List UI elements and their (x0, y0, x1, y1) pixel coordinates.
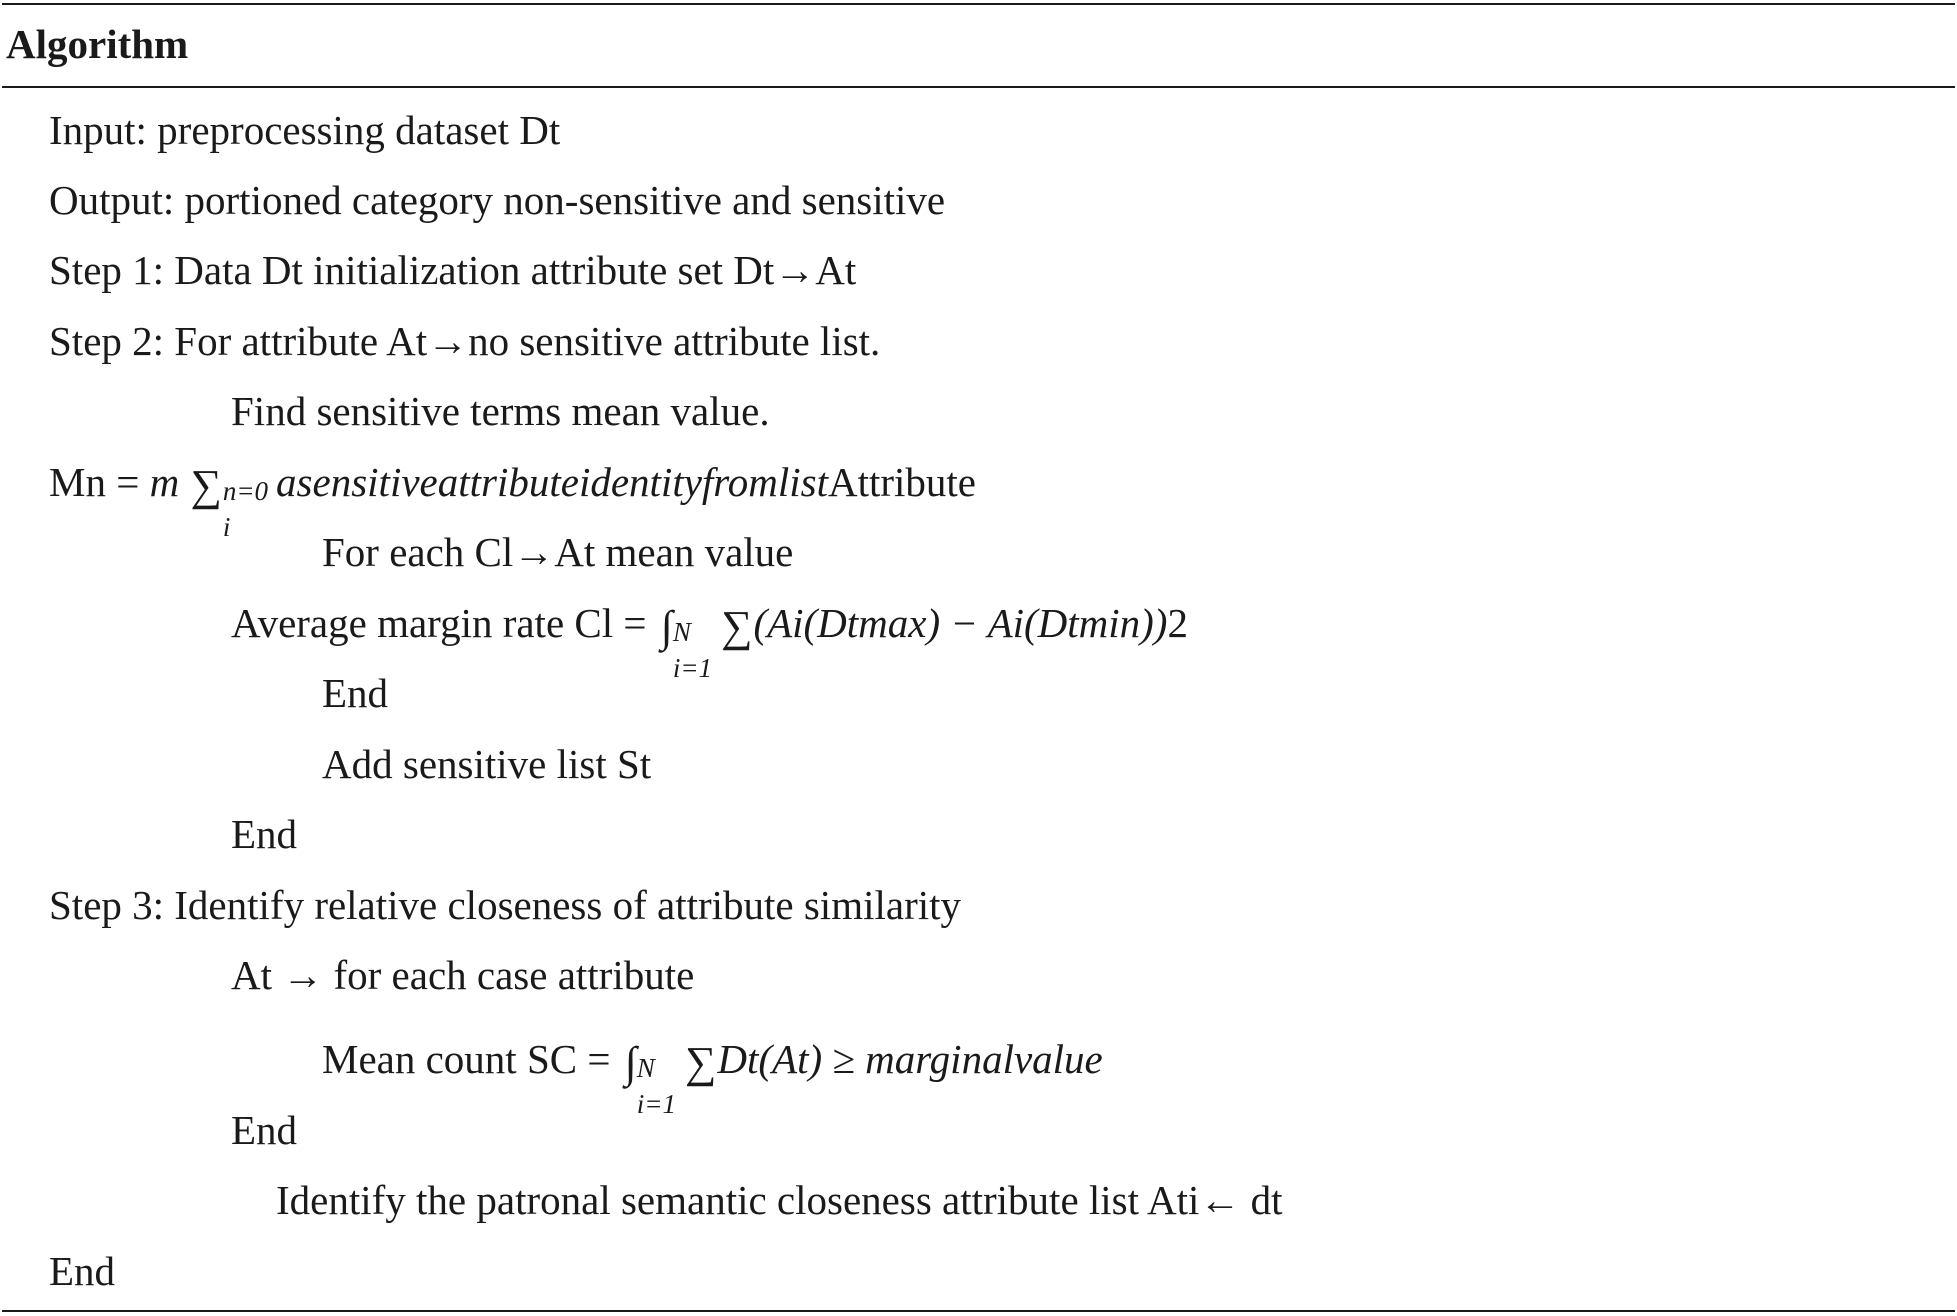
sum-upper-limit: n=0 (222, 476, 269, 506)
sc-lhs: Mean count SC = (322, 1036, 621, 1082)
integral-symbol: ∫ (624, 1038, 637, 1087)
mn-formula-line (49, 458, 976, 542)
end-line-2: End (231, 811, 298, 857)
mn-tail: Attribute (827, 459, 976, 505)
sc-formula-line (322, 1035, 1103, 1119)
step3-line: Step 3: Identify relative closeness of attribute similarity (49, 882, 962, 928)
step2-line: Step 2: For attribute At→no sensitive attribute list. (49, 318, 881, 364)
mn-coef: m (149, 459, 180, 505)
header-rule (2, 86, 1955, 88)
sum-symbol: ∑ (685, 1038, 717, 1087)
end-line-1: End (322, 670, 389, 716)
integral-upper-limit: N (636, 1053, 655, 1083)
integral-lower-limit: i=1 (636, 1089, 677, 1119)
avg-body: (Ai(Dtmax) − Ai(Dtmin)) (753, 600, 1168, 646)
output-line: Output: portioned category non-sensitive and sensitive (49, 177, 946, 223)
algorithm-heading: Algorithm (6, 21, 189, 67)
integral-lower-limit: i=1 (672, 653, 713, 683)
top-rule (2, 3, 1955, 5)
add-sensitive-list-line: Add sensitive list St (322, 741, 652, 787)
find-mean-line: Find sensitive terms mean value. (231, 388, 770, 434)
step1-line: Step 1: Data Dt initialization attribute set Dt→At (49, 247, 857, 293)
end-line-3: End (231, 1107, 298, 1153)
for-each-cl-line: For each Cl→At mean value (322, 529, 794, 575)
sc-body: Dt(At) ≥ marginalvalue (717, 1036, 1103, 1082)
avg-formula-line (231, 599, 1188, 683)
sum-symbol: ∑ (721, 602, 753, 651)
mn-italic-term: asensitiveattributeidentityfromlist (276, 459, 828, 505)
integral-symbol: ∫ (660, 602, 673, 651)
avg-tail: 2 (1167, 600, 1188, 646)
end-final-line: End (49, 1248, 116, 1294)
at-each-line: At → for each case attribute (231, 952, 695, 998)
integral-upper-limit: N (672, 617, 691, 647)
sum-symbol: ∑ (190, 461, 222, 510)
sum-lower-limit: i (222, 512, 231, 542)
mn-lhs: Mn = (49, 459, 150, 505)
avg-lhs: Average margin rate Cl = (231, 600, 657, 646)
input-line: Input: preprocessing dataset Dt (49, 107, 561, 153)
bottom-rule (2, 1310, 1955, 1312)
identify-line: Identify the patronal semantic closeness attribute list Ati← dt (276, 1177, 1283, 1223)
